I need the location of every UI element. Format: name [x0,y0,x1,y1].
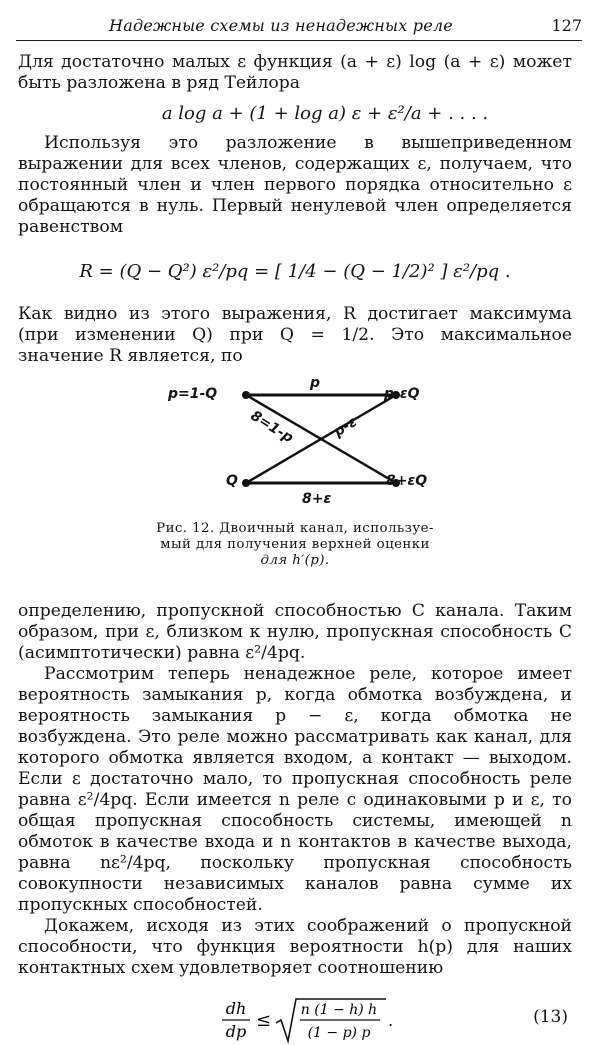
caption-line-3: для h′(p). [260,553,330,568]
label-bottom-left: Q [226,473,238,489]
eq-root-num: n (1 − h) h [300,1002,378,1018]
taylor-formula: a log a + (1 + log a) ε + ε²/a + . . . . [161,103,489,124]
capacity-formula: R = (Q − Q²) ε²/pq = [ 1/4 − (Q − 1/2)² ] ε²/pq . [79,260,511,282]
node-bottom-left [242,479,250,487]
page-header [16,6,582,41]
eq-lhs-num: dh [225,999,247,1018]
eq-relation: ≤ [256,1010,272,1031]
figure-caption [18,521,572,569]
eq-root-den: (1 − p) p [307,1025,371,1041]
label-bottom-right: 8+εQ [386,473,428,489]
body-text [18,52,572,1045]
label-diag-down: 8=1-p [247,407,296,447]
caption-line-2: мый для получения верхней оценки [160,537,430,552]
running-title: Надежные схемы из ненадежных реле [109,16,453,35]
label-top-left: p=1-Q [168,386,218,402]
eq-lhs-den: dp [225,1022,247,1041]
label-top-right: p-εQ [384,386,420,402]
node-top-left [242,391,250,399]
eq-tail: . [388,1011,394,1030]
label-bottom-edge: 8+ε [302,491,332,507]
equation-number: (13) [533,1007,568,1027]
label-diag-up: p-ε [331,414,360,441]
paragraph-6: Докажем, исходя из этих соображений о пропускной способности, что функция вероятности h(p) для наших контактных схем удовлетворяет соотношению [18,916,572,978]
figure-binary-channel [18,373,572,601]
paragraph-1: Для достаточно малых ε функция (a + ε) log (a + ε) может быть разложена в ряд Тейлора [18,52,572,93]
equation-13 [18,989,572,1045]
label-top-edge: p [310,375,321,391]
caption-line-1: Рис. 12. Двоичный канал, используе- [156,521,434,536]
paragraph-3: Как видно из этого выражения, R достигает максимума (при изменении Q) при Q = 1/2. Это максимальное значение R является, по [18,304,572,366]
paragraph-5: Рассмотрим теперь ненадежное реле, которое имеет вероятность замыкания p, когда обмотка возбуждена, и вероятность замыкания p − ε, когда обмотка не возбуждена. Это реле можно рассматривать как канал, для которого обмотка является входом, а контакт — выходом. Если ε достаточно мало, то пропускная способность реле равна ε²/4pq. Если имеется n реле с одинаковыми p и ε, то общая пропускная способность системы, имеющей n обмоток в качестве входа и n контактов в качестве выхода, равна nε²/4pq, поскольку пропускная способность совокупности независимых каналов равна сумме их пропускных способностей. [18,664,572,915]
paragraph-4: определению, пропускной способностью C канала. Таким образом, при ε, близком к нулю, пропускная способность C (асимптотически) равна ε²/4pq. [18,601,572,663]
paragraph-2: Используя это разложение в вышеприведенном выражении для всех членов, содержащих ε, получаем, что постоянный член и член первого порядка относительно ε обращаются в нуль. Первый ненулевой член определяется равенством [18,133,572,237]
page-number: 127 [551,16,582,35]
equation-graphic [218,995,398,1045]
